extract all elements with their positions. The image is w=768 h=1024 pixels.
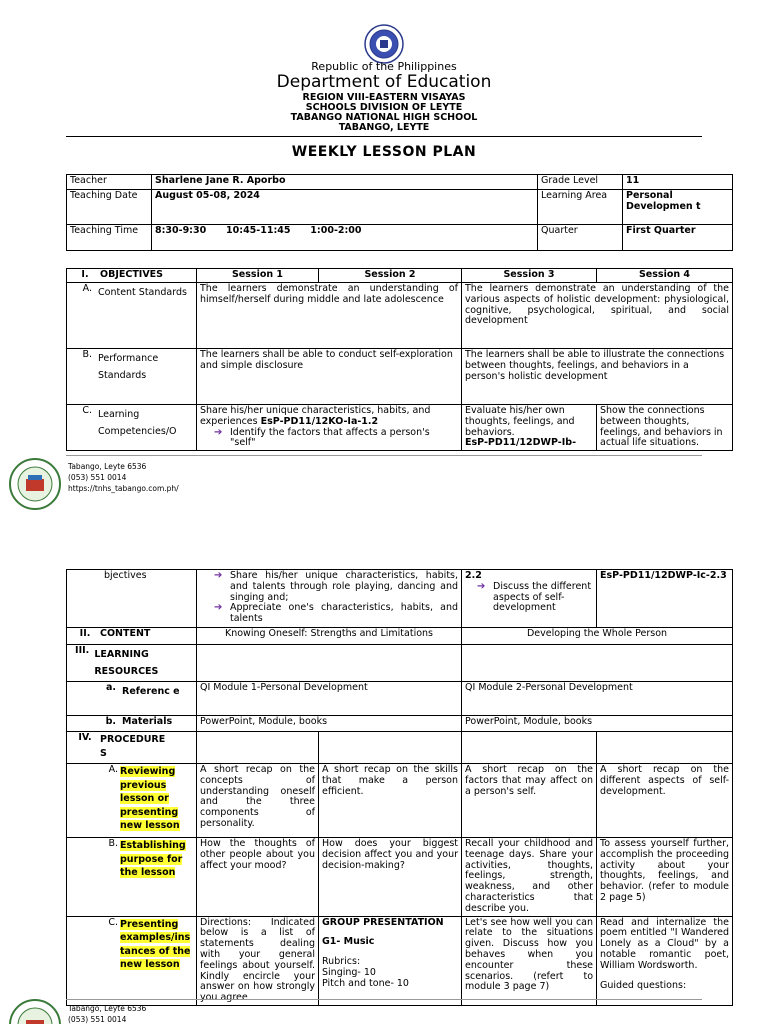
competencies-s3: Evaluate his/her own thoughts, feelings, and behaviors. EsP-PD11/12DWP-Ib- xyxy=(462,405,597,451)
objectives-heading: I. OBJECTIVES xyxy=(67,269,197,283)
content-heading: II. CONTENT xyxy=(67,628,197,645)
procedure-c-s4: Read and internalize the poem entitled "I Wandered Lonely as a Cloud" by a notable romantic poet, William Wordsworth. Guided questions: xyxy=(597,916,733,1005)
procedures-heading: IV. PROCEDURE S xyxy=(67,732,197,764)
reference-label: a. Referenc e xyxy=(67,682,197,716)
procedure-b-s2: How does your biggest decision affect you and your decision-making? xyxy=(319,838,462,917)
performance-standards-s34: The learners shall be able to illustrate the connections between thoughts, feelings, and behaviors in a person's holistic development xyxy=(462,349,733,405)
header-divider xyxy=(66,136,702,137)
teacher-label: Teacher xyxy=(67,175,152,190)
procedure-b-s1: How the thoughts of other people about you affect your mood? xyxy=(197,838,319,917)
procedure-c-s2: GROUP PRESENTATION G1- Music Rubrics: Singing- 10 Pitch and tone- 10 xyxy=(319,916,462,1005)
area-value: Personal Developmen t xyxy=(623,190,733,225)
procedure-a-s1: A short recap on the concepts of understanding oneself and the three components of personality. xyxy=(197,764,319,838)
school-logo-icon xyxy=(8,998,62,1024)
session-3-header: Session 3 xyxy=(462,269,597,283)
competencies-label: C. Learning Competencies/O xyxy=(67,405,197,451)
content-standards-s34: The learners demonstrate an understanding of the various aspects of holistic development: physiological, cognitive, psychological, spiritual, and social development xyxy=(462,283,733,349)
reference-s12: QI Module 1-Personal Development xyxy=(197,682,462,716)
procedure-a-s4: A short recap on the different aspects of self-development. xyxy=(597,764,733,838)
procedure-c-s3: Let's see how well you can relate to the situations given. Discuss how you behaves when you encounter these scenarios. (refert to module 3 page 7) xyxy=(462,916,597,1005)
footer-phone: (053) 551 0014 xyxy=(68,1015,127,1024)
competencies-s4: Show the connections between thoughts, feelings, and behaviors in actual life situations. xyxy=(597,405,733,451)
footer-divider xyxy=(66,455,702,456)
town-text: TABANGO, LEYTE xyxy=(338,122,430,133)
quarter-label: Quarter xyxy=(538,225,623,251)
lesson-table-continued xyxy=(66,569,733,1006)
competencies-s3-cont: 2.2 ➔ Discuss the different aspects of self-development xyxy=(462,570,597,628)
session-1-header: Session 1 xyxy=(197,269,319,283)
competencies-label-cont: bjectives xyxy=(67,570,197,628)
materials-label: b. Materials xyxy=(67,716,197,732)
resources-heading: III. LEARNING RESOURCES xyxy=(67,645,197,682)
school-text: TABANGO NATIONAL HIGH SCHOOL xyxy=(290,112,478,123)
footer-contact xyxy=(68,461,179,494)
date-label: Teaching Date xyxy=(67,190,152,225)
school-logo-icon xyxy=(8,457,62,511)
quarter-value: First Quarter xyxy=(623,225,733,251)
procedure-a-s2: A short recap on the skills that make a person efficient. xyxy=(319,764,462,838)
materials-s34: PowerPoint, Module, books xyxy=(462,716,733,732)
lesson-plan-title: WEEKLY LESSON PLAN xyxy=(291,144,477,160)
content-s12: Knowing Oneself: Strengths and Limitations xyxy=(197,628,462,645)
objectives-table xyxy=(66,268,733,451)
resources-s12 xyxy=(197,645,462,682)
date-value: August 05-08, 2024 xyxy=(152,190,538,225)
department-title: Department of Education xyxy=(276,72,492,92)
content-standards-label: A. Content Standards xyxy=(67,283,197,349)
footer-address: Tabango, Leyte 6536 xyxy=(68,1004,147,1013)
competencies-s12-cont: ➔ Share his/her unique characteristics, habits, and talents through role playing, dancing and singing and; ➔ Appreciate one's characteristics, habits, and talents xyxy=(197,570,462,628)
procedure-c-s1: Directions: Indicated below is a list of statements dealing with your general feelings about yourself. Kindly encircle your answer on how strongly you agree xyxy=(197,916,319,1005)
arrow-bullet-icon: ➔ xyxy=(214,426,223,438)
arrow-bullet-icon: ➔ xyxy=(214,602,223,614)
content-standards-s12: The learners demonstrate an understanding of himself/herself during middle and late adolescence xyxy=(197,283,462,349)
competencies-s12: Share his/her unique characteristics, habits, and experiences EsP-PD11/12KO-Ia-1.2 ➔ Identify the factors that affects a person's "self" xyxy=(197,405,462,451)
materials-s12: PowerPoint, Module, books xyxy=(197,716,462,732)
performance-standards-s12: The learners shall be able to conduct self-exploration and simple disclosure xyxy=(197,349,462,405)
footer-website: https://tnhs_tabango.com.ph/ xyxy=(68,484,179,493)
procedures-s4 xyxy=(597,732,733,764)
grade-label: Grade Level xyxy=(538,175,623,190)
resources-s34 xyxy=(462,645,733,682)
session-4-header: Session 4 xyxy=(597,269,733,283)
grade-value: 11 xyxy=(623,175,733,190)
page-1 xyxy=(0,0,768,500)
procedure-b-label: B. Establishing purpose for the lesson xyxy=(67,838,197,917)
time-label: Teaching Time xyxy=(67,225,152,251)
footer-contact-2 xyxy=(68,1003,146,1024)
republic-text: Republic of the Philippines xyxy=(311,60,457,73)
area-label: Learning Area xyxy=(538,190,623,225)
procedure-b-s3: Recall your childhood and teenage days. Share your activities, thoughts, feelings, strength, weakness, and other characteristics that describe you. xyxy=(462,838,597,917)
teacher-value: Sharlene Jane R. Aporbo xyxy=(152,175,538,190)
info-table xyxy=(66,174,733,251)
procedures-s3 xyxy=(462,732,597,764)
procedure-a-s3: A short recap on the factors that may affect on a person's self. xyxy=(462,764,597,838)
procedure-a-label: A. Reviewing previous lesson or presenting new lesson xyxy=(67,764,197,838)
footer-divider-2 xyxy=(66,999,702,1000)
footer-phone: (053) 551 0014 xyxy=(68,473,127,482)
time-value: 8:30-9:30 10:45-11:45 1:00-2:00 xyxy=(152,225,538,251)
session-2-header: Session 2 xyxy=(319,269,462,283)
procedures-s1 xyxy=(197,732,319,764)
performance-standards-label: B. Performance Standards xyxy=(67,349,197,405)
competencies-s4-code: EsP-PD11/12DWP-Ic-2.3 xyxy=(597,570,733,628)
procedures-s2 xyxy=(319,732,462,764)
arrow-bullet-icon: ➔ xyxy=(477,580,486,592)
procedure-b-s4: To assess yourself further, accomplish the proceeding activity about your thoughts, feelings, and behavior. (refer to module 2 page 5) xyxy=(597,838,733,917)
division-text: SCHOOLS DIVISION OF LEYTE xyxy=(305,102,463,113)
arrow-bullet-icon: ➔ xyxy=(214,570,223,581)
region-text: REGION VIII-EASTERN VISAYAS xyxy=(302,92,466,103)
reference-s34: QI Module 2-Personal Development xyxy=(462,682,733,716)
deped-seal-icon xyxy=(364,24,404,64)
content-s34: Developing the Whole Person xyxy=(462,628,733,645)
footer-address: Tabango, Leyte 6536 xyxy=(68,462,147,471)
procedure-c-label: C. Presenting examples/ins tances of the new lesson xyxy=(67,916,197,1005)
